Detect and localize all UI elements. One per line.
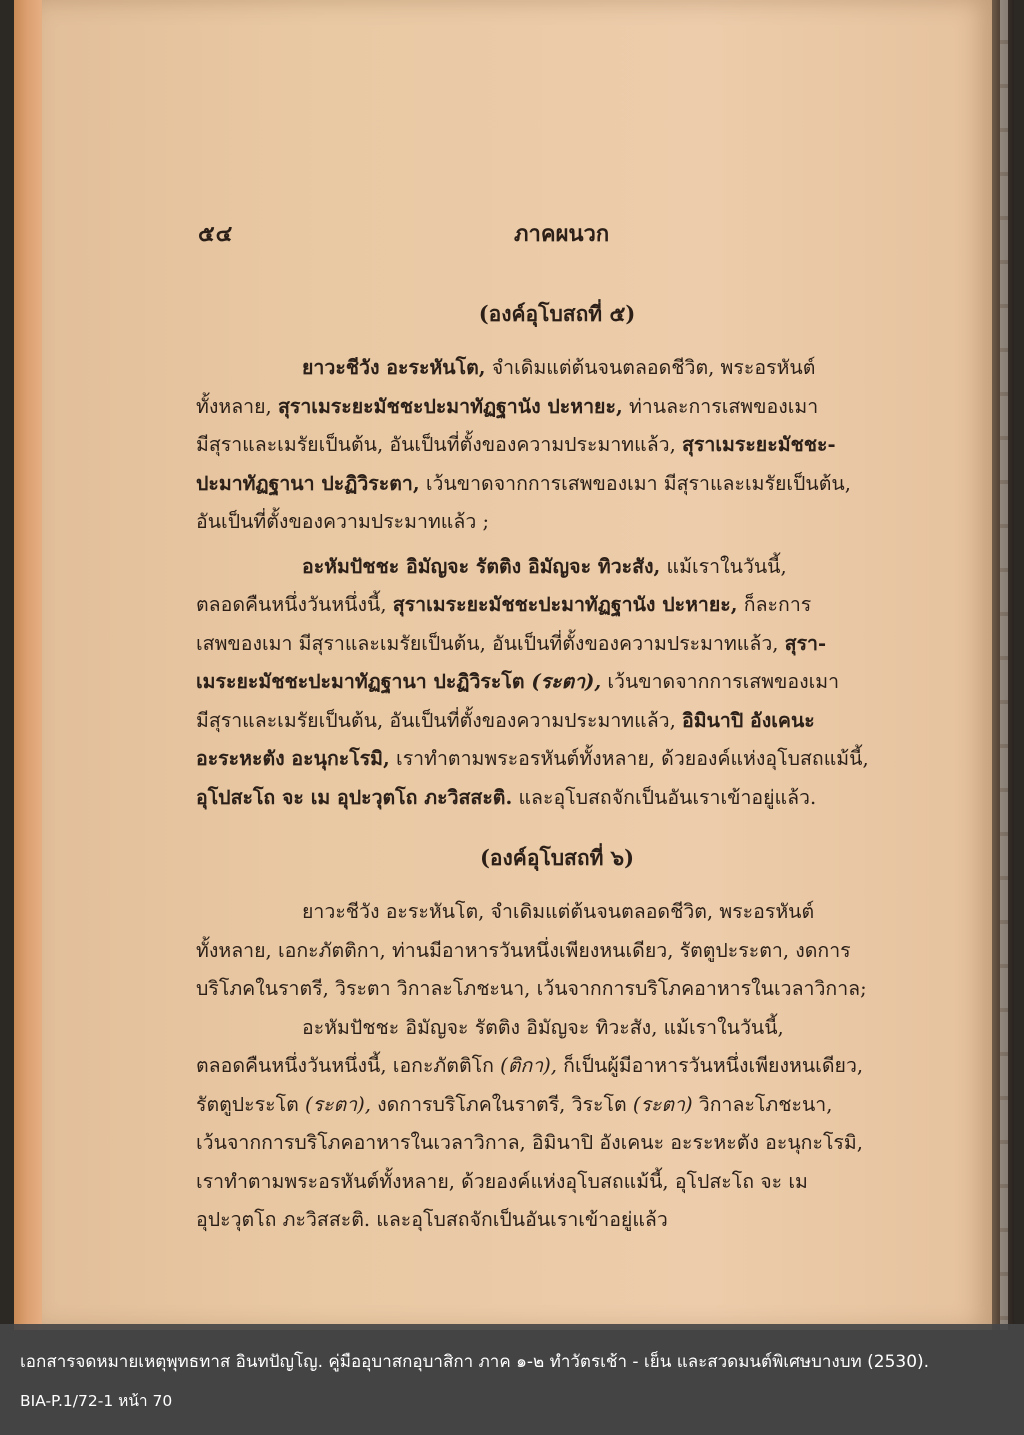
thai-text: แม้เราในวันนี้, [660,554,787,578]
thai-text: มีสุราและเมรัยเป็นต้น, อันเป็นที่ตั้งของความประมาทแล้ว, [196,433,683,456]
section-title-5: (องค์อุโบสถที่ ๕) [478,301,636,326]
thai-text: (ระตา) [632,1092,693,1116]
text-line [196,1163,918,1202]
text-line [196,465,918,504]
thai-text: (ติกา), [500,1054,557,1077]
text-line [196,1201,918,1240]
thai-text: เว้นขาดจากการเสพของเมา มีสุราและเมรัยเป็นต้น, [419,471,851,495]
text-line [196,586,918,625]
pali-text: สุราเมระยะมัชชะปะมาทัฏฐานัง ปะหายะ, [277,394,623,418]
running-head: ภาคผนวก [514,221,610,247]
page-number: ๕๔ [198,221,234,247]
text-line [196,1009,918,1048]
text-line [196,970,918,1009]
pali-text: อุโปสะโถ จะ เม อุปะวุตโถ ภะวิสสะติ. [196,785,513,809]
text-line [196,702,918,741]
thai-text: ตลอดคืนหนึ่งวันหนึ่งนี้, [196,593,393,616]
thai-text: บริโภคในราตรี, วิระตา วิกาละโภชะนา, เว้นจากการบริโภคอาหารในเวลาวิกาล; [196,977,867,1000]
thai-text: วิกาละโภชะนา, [692,1092,833,1116]
page-content [196,215,918,1240]
thai-text: (ระตา), [304,1092,371,1116]
text-line [196,740,918,779]
thai-text: เราทำตามพระอรหันต์ทั้งหลาย, ด้วยองค์แห่งอุโบสถแม้นี้, [389,747,869,770]
pali-text: อิมินาปิ อังเคนะ [682,708,815,732]
text-line [196,1124,918,1163]
thai-text: มีสุราและเมรัยเป็นต้น, อันเป็นที่ตั้งของความประมาทแล้ว, [196,708,683,732]
text-line [196,388,918,427]
thai-text: งดการบริโภคในราตรี, วิระโต [370,1092,633,1116]
text-line [196,932,918,971]
next-page-edge [1000,0,1008,1330]
thai-text: และอุโบสถจักเป็นอันเราเข้าอยู่แล้ว. [512,785,817,809]
pali-text: อะระหะตัง อะนุกะโรมิ, [196,747,390,770]
text-line [196,1047,918,1086]
text-line [196,663,918,702]
thai-text: ท่านละการเสพของเมา [622,394,819,418]
pali-text: สุราเมระยะมัชชะปะมาทัฏฐานัง ปะหายะ, [392,593,738,616]
page-edge-left [14,0,44,1330]
text-line [196,893,918,932]
pali-text: สุราเมระยะมัชชะ- [682,433,836,456]
page-header [196,215,918,259]
thai-text: รัตตูปะระโต [196,1092,305,1116]
text-line [196,349,918,388]
thai-text: ก็เป็นผู้มีอาหารวันหนึ่งเพียงหนเดียว, [556,1054,864,1077]
section-5-paragraph-1 [196,349,918,542]
text-line [196,548,918,587]
thai-text: จำเดิมแต่ต้นจนตลอดชีวิต, พระอรหันต์ [485,356,816,379]
section-title-6: (องค์อุโบสถที่ ๖) [479,845,635,870]
thai-text: อะหัมปัชชะ อิมัญจะ รัตติง อิมัญจะ ทิวะสัง, แม้เราในวันนี้, [302,1015,784,1039]
section-6-paragraph-2 [196,1009,918,1240]
pali-text: สุรา- [784,631,827,655]
text-line [196,779,918,818]
thai-text: อันเป็นที่ตั้งของความประมาทแล้ว ; [196,510,490,533]
thai-text: เว้นจากการบริโภคอาหารในเวลาวิกาล, อิมินาปิ อังเคนะ อะระหะตัง อะนุกะโรมิ, [196,1131,863,1154]
caption-reference: BIA-P.1/72-1 หน้า 70 [20,1392,173,1410]
pali-text: ยาวะชีวัง อะระหันโต, [302,356,486,379]
text-line [196,1086,918,1125]
text-line [196,503,918,542]
thai-text: อุปะวุตโถ ภะวิสสะติ. และอุโบสถจักเป็นอันเราเข้าอยู่แล้ว [196,1208,668,1231]
text-line [196,625,918,664]
thai-text: เสพของเมา มีสุราและเมรัยเป็นต้น, อันเป็นที่ตั้งของความประมาทแล้ว, [196,631,785,655]
thai-text: ก็ละการ [737,593,812,616]
thai-text: เว้นขาดจากการเสพของเมา [601,670,840,693]
pali-text: (ระตา), [531,670,602,693]
text-line [196,426,918,465]
thai-text: เราทำตามพระอรหันต์ทั้งหลาย, ด้วยองค์แห่งอุโบสถแม้นี้, อุโปสะโถ จะ เม [196,1169,808,1193]
pali-text: ปะมาทัฏฐานา ปะฏิวิระตา, [196,471,420,495]
thai-text: ยาวะชีวัง อะระหันโต, จำเดิมแต่ต้นจนตลอดชีวิต, พระอรหันต์ [302,900,815,923]
section-6-paragraph-1 [196,893,918,1009]
caption-citation: เอกสารจดหมายเหตุพุทธทาส อินทปัญโญ. คู่มืออุบาสกอุบาสิกา ภาค ๑-๒ ทำวัตรเช้า - เย็น และสวดมนต์พิเศษบางบท (2530). [20,1352,930,1372]
pali-text: อะหัมปัชชะ อิมัญจะ รัตติง อิมัญจะ ทิวะสัง, [302,554,661,578]
archive-caption-bar [0,1324,1024,1435]
thai-text: ทั้งหลาย, [196,394,278,418]
thai-text: ทั้งหลาย, เอกะภัตติกา, ท่านมีอาหารวันหนึ่งเพียงหนเดียว, รัตตูปะระตา, งดการ [196,938,851,962]
pali-text: เมระยะมัชชะปะมาทัฏฐานา ปะฏิวิระโต [196,670,532,693]
thai-text: ตลอดคืนหนึ่งวันหนึ่งนี้, เอกะภัตติโก [196,1054,501,1077]
section-5-paragraph-2 [196,548,918,818]
